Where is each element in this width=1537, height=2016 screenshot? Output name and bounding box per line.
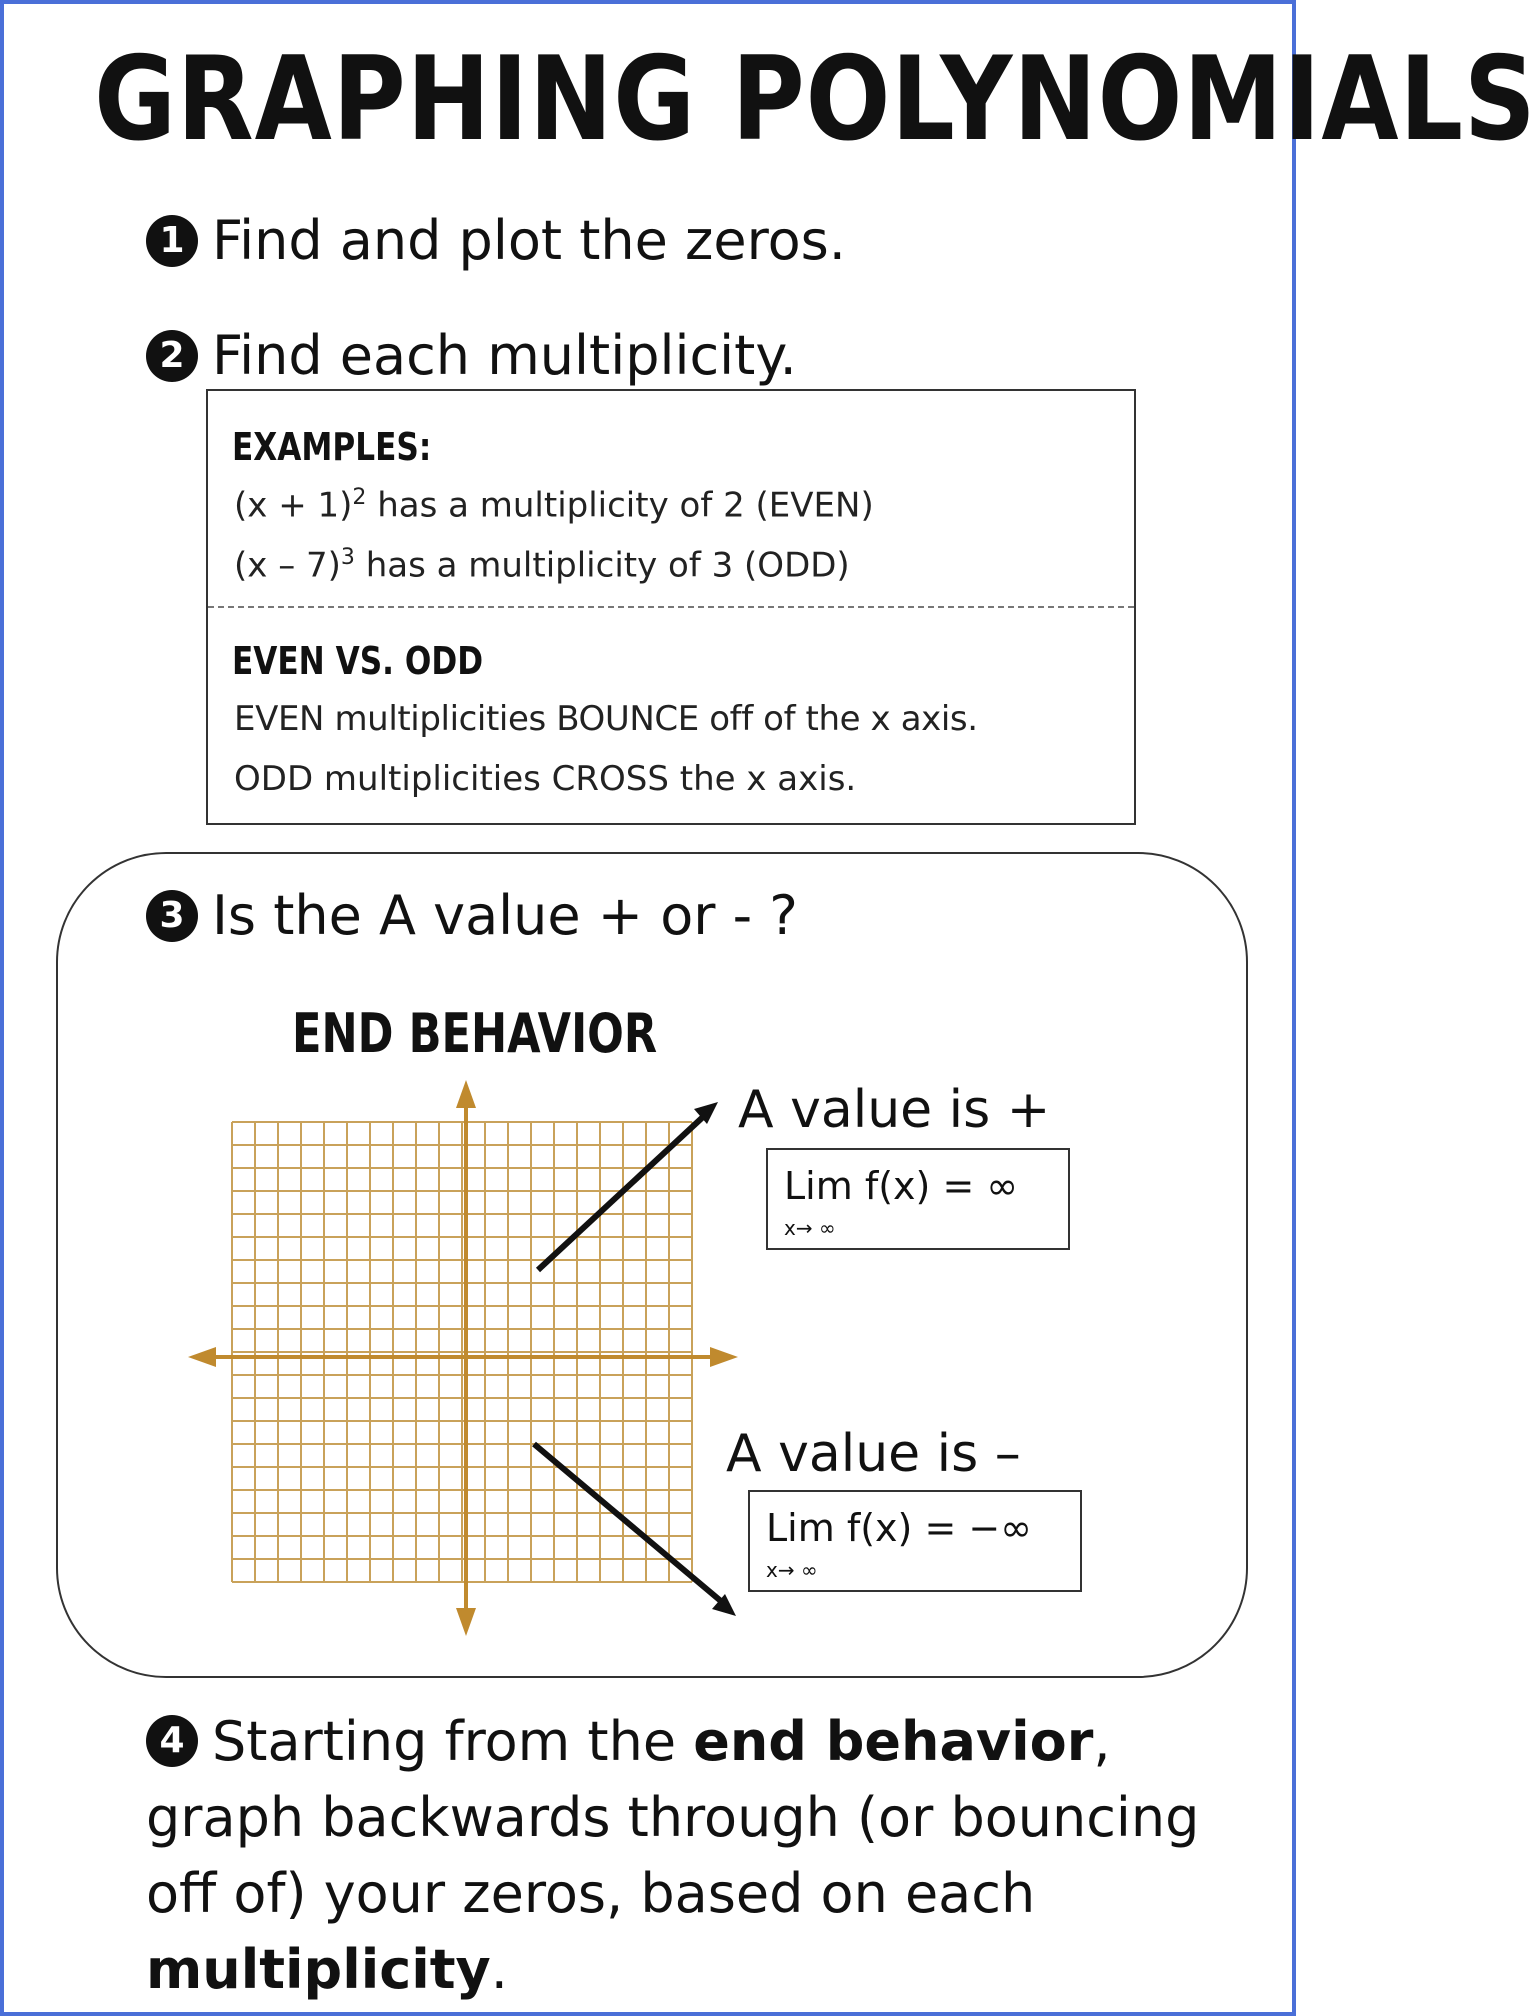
even-odd-heading: EVEN VS. ODD bbox=[232, 639, 484, 683]
example-2-exponent: 3 bbox=[340, 545, 355, 570]
limit-positive-subscript: x→ ∞ bbox=[784, 1216, 836, 1240]
step-4-text-part-2: , graph backwards through (or bouncing off of) your zeros, based on each bbox=[146, 1710, 1200, 1925]
end-behavior-title: END BEHAVIOR bbox=[292, 1002, 658, 1065]
step-4 bbox=[146, 1704, 1226, 2008]
step-4-bold-end-behavior: end behavior bbox=[693, 1710, 1094, 1773]
step-1-text: Find and plot the zeros. bbox=[212, 209, 846, 272]
limit-negative-expr: f(x) = −∞ bbox=[846, 1506, 1032, 1550]
example-1-rest: has a multiplicity of 2 (EVEN) bbox=[366, 485, 874, 526]
examples-heading: EXAMPLES: bbox=[232, 425, 432, 469]
step-4-text-part-3: . bbox=[490, 1938, 508, 2001]
step-2-text: Find each multiplicity. bbox=[212, 324, 797, 387]
limit-negative-subscript: x→ ∞ bbox=[766, 1558, 818, 1582]
example-1-exponent: 2 bbox=[352, 485, 367, 510]
step-3-number-badge: 3 bbox=[146, 890, 198, 942]
a-positive-label: A value is + bbox=[738, 1080, 1051, 1140]
step-2-number-badge: 2 bbox=[146, 330, 198, 382]
step-4-number-badge: 4 bbox=[146, 1715, 198, 1767]
step-3-text: Is the A value + or - ? bbox=[212, 884, 798, 947]
arrow-down-right-icon bbox=[534, 1444, 736, 1616]
example-2-rest: has a multiplicity of 3 (ODD) bbox=[354, 545, 850, 586]
limit-positive-lim: Lim bbox=[784, 1164, 853, 1208]
page-title: GRAPHING POLYNOMIALS bbox=[94, 32, 1537, 167]
limit-negative-lim: Lim bbox=[766, 1506, 835, 1550]
step-4-text-part-1: Starting from the bbox=[212, 1710, 694, 1773]
even-odd-line-1: EVEN multiplicities BOUNCE off of the x axis. bbox=[234, 699, 978, 739]
example-1-base: (x + 1) bbox=[234, 485, 353, 526]
limit-positive-expr: f(x) = ∞ bbox=[864, 1164, 1019, 1208]
even-odd-line-2: ODD multiplicities CROSS the x axis. bbox=[234, 759, 857, 799]
a-negative-label: A value is – bbox=[726, 1424, 1021, 1484]
limit-positive-box bbox=[766, 1148, 1070, 1250]
limit-negative-box bbox=[748, 1490, 1082, 1592]
step-1-number-badge: 1 bbox=[146, 215, 198, 267]
step-4-bold-multiplicity: multiplicity bbox=[146, 1938, 491, 2001]
limit-positive-expression bbox=[784, 1164, 1018, 1208]
example-2-base: (x – 7) bbox=[234, 545, 341, 586]
limit-negative-expression bbox=[766, 1506, 1032, 1550]
